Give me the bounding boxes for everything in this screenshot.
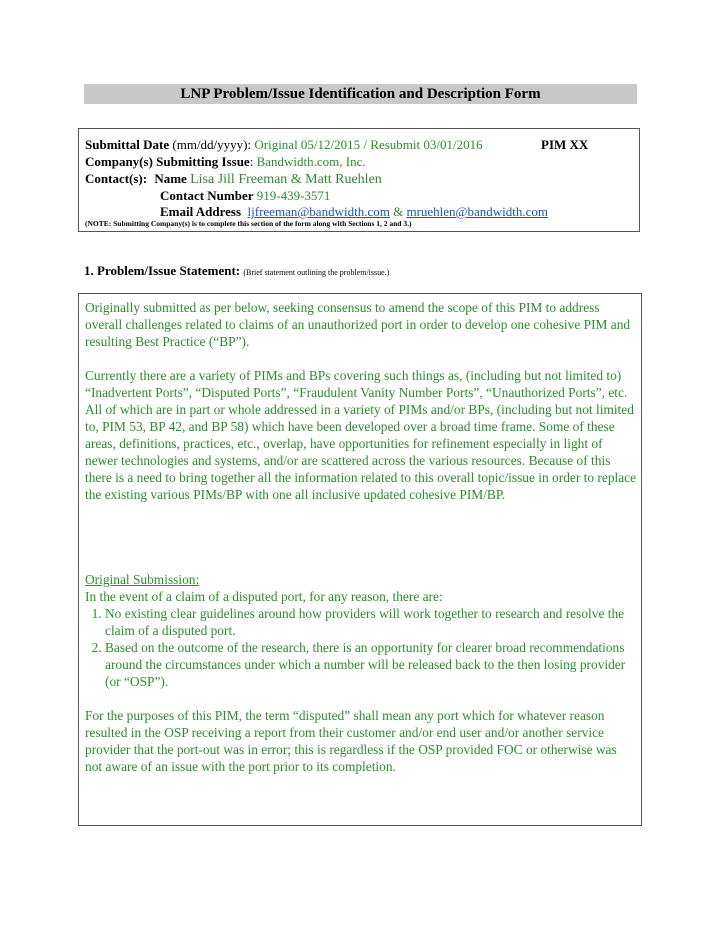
- list-item: 1. No existing clear guidelines around how providers will work together to research and resolve the claim of a disputed port.: [105, 605, 637, 639]
- name-value: Lisa Jill Freeman & Matt Ruehlen: [190, 172, 382, 187]
- section1-heading: 1. Problem/Issue Statement:: [84, 263, 241, 278]
- section1-heading-row: [84, 263, 389, 279]
- submittal-date-row: [85, 137, 483, 153]
- contact-number-value: 919-439-3571: [256, 188, 331, 203]
- email-link-1[interactable]: ljfreeman@bandwidth.com: [247, 204, 390, 219]
- contacts-label: Contact(s):: [85, 171, 148, 186]
- email-row: [160, 204, 548, 220]
- paragraph-2: Currently there are a variety of PIMs and BPs covering such things as, (including but not limited to) “Inadvertent Ports”, “Disputed Ports”, “Fraudulent Vanity Number Ports”, “Unauthorized Ports”, etc. All of which are in part or whole addressed in a variety of PIMs and/or BPs, (including but not limited to, PIM 53, BP 42, and BP 58) which have been developed over a broad time frame. Some of these areas, definitions, practices, etc., overlap, have opportunities for refinement especially in light of newer technologies and systems, and/or are scattered across the various resources. Because of this there is a need to bring together all the information related to this overall topic/issue in order to replace the existing various PIMs/BP with one all inclusive updated cohesive PIM/BP.: [85, 368, 637, 502]
- company-value: Bandwidth.com, Inc.: [256, 154, 366, 169]
- contacts-row: [85, 171, 382, 188]
- problem-statement-text: [85, 299, 637, 792]
- name-label: Name: [154, 171, 187, 186]
- email-link-2[interactable]: mruehlen@bandwidth.com: [406, 204, 549, 219]
- email-label: Email Address: [160, 204, 242, 219]
- issue-list: [85, 605, 637, 690]
- paragraph-1: Originally submitted as per below, seeking consensus to amend the scope of this PIM to address overall challenges related to claims of an unauthorized port in order to develop one cohesive PIM and resulting Best Practice (“BP”).: [85, 300, 631, 349]
- contact-number-row: [160, 188, 330, 204]
- company-separator: :: [249, 154, 254, 169]
- submittal-date-value: Original 05/12/2015 / Resubmit 03/01/2016: [254, 137, 483, 152]
- original-submission-heading: Original Submission:: [85, 572, 200, 587]
- date-format-label: (mm/dd/yyyy):: [172, 137, 252, 152]
- submittal-note: (NOTE: Submitting Company(s) is to complete this section of the form along with Sections 1, 2 and 3.): [85, 219, 412, 228]
- problem-statement-box: [78, 293, 642, 826]
- contact-number-label: Contact Number: [160, 188, 254, 203]
- email-ampersand: &: [393, 204, 404, 219]
- submittal-date-label: Submittal Date: [85, 137, 170, 152]
- company-label: Company(s) Submitting Issue: [85, 154, 250, 169]
- original-submission-intro: In the event of a claim of a disputed port, for any reason, there are:: [85, 589, 443, 604]
- company-row: [85, 154, 366, 170]
- list-item: 2. Based on the outcome of the research, there is an opportunity for clearer broad recommendations around the circumstances under which a number will be released back to the then losing provider (or “OSP”).: [105, 639, 637, 690]
- form-title: LNP Problem/Issue Identification and Description Form: [84, 84, 637, 104]
- pim-number: PIM XX: [541, 137, 589, 152]
- section1-subheading: (Brief statement outlining the problem/issue.): [243, 268, 390, 277]
- paragraph-3: For the purposes of this PIM, the term “disputed” shall mean any port which for whatever reason resulted in the OSP receiving a report from their customer and/or end user and/or another service provider that the port-out was in error; this is regardless if the OSP provided FOC or otherwise was not aware of an issue with the port prior to its completion.: [85, 708, 617, 774]
- submittal-section: [78, 128, 640, 232]
